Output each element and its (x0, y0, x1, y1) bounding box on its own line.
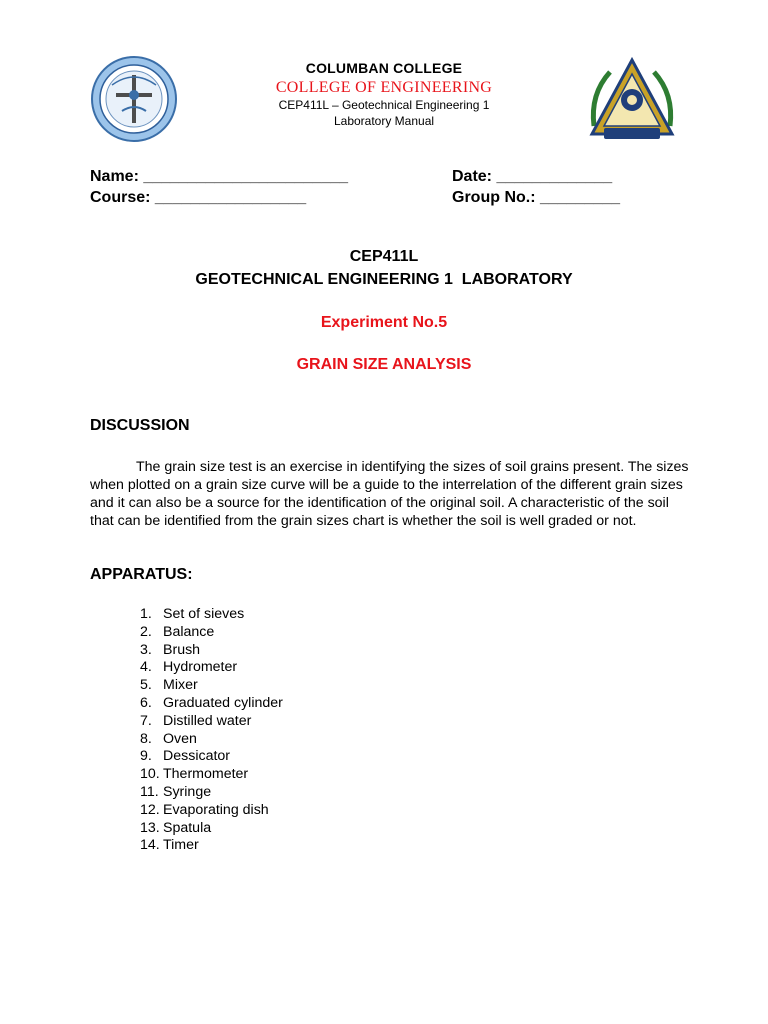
list-item-number: 2. (140, 623, 152, 640)
course-field[interactable]: Course: _________________ (90, 189, 307, 206)
experiment-number: Experiment No.5 (320, 314, 448, 331)
name-field[interactable]: Name: _______________________ (90, 168, 349, 185)
list-item-number: 4. (140, 659, 152, 676)
list-item (140, 606, 283, 624)
list-item-number: 11. (140, 783, 159, 800)
list-item (140, 748, 283, 766)
experiment-topic: GRAIN SIZE ANALYSIS (296, 356, 472, 373)
course-code: CEP411L (349, 248, 419, 265)
list-item (140, 677, 283, 695)
course-title: CEP411L – Geotechnical Engineering 1 (278, 98, 490, 112)
group-number-field[interactable]: Group No.: _________ (452, 189, 621, 206)
list-item-label: Syringe (163, 783, 212, 800)
list-item-number: 13. (140, 819, 160, 836)
list-item-label: Balance (163, 623, 215, 640)
list-item-label: Thermometer (163, 766, 249, 783)
list-item (140, 642, 283, 660)
list-item (140, 695, 283, 713)
lab-title: GEOTECHNICAL ENGINEERING 1 LABORATORY (195, 271, 573, 288)
date-field[interactable]: Date: _____________ (452, 168, 613, 185)
list-item (140, 837, 283, 855)
list-item-label: Hydrometer (163, 659, 238, 676)
list-item (140, 731, 283, 749)
list-item (140, 659, 283, 677)
institution-name: COLUMBAN COLLEGE (305, 60, 463, 76)
list-item-label: Graduated cylinder (163, 694, 283, 711)
list-item-label: Brush (163, 641, 201, 658)
list-item-label: Spatula (163, 819, 212, 836)
list-item-label: Dessicator (163, 748, 231, 765)
list-item-label: Distilled water (163, 712, 252, 729)
list-item-label: Evaporating dish (163, 801, 269, 818)
list-item-number: 9. (140, 748, 152, 765)
list-item-number: 1. (140, 606, 152, 622)
list-item-label: Mixer (163, 677, 198, 694)
list-item-number: 5. (140, 677, 152, 694)
list-item-number: 8. (140, 730, 152, 747)
list-item-label: Oven (163, 730, 197, 747)
discussion-paragraph (90, 458, 690, 530)
list-item-number: 6. (140, 694, 152, 711)
college-name: COLLEGE OF ENGINEERING (275, 79, 493, 96)
list-item-number: 12. (140, 801, 160, 818)
list-item-number: 3. (140, 641, 152, 658)
list-item-number: 14. (140, 837, 160, 854)
list-item (140, 820, 283, 838)
list-item-label: Timer (163, 837, 199, 854)
list-item-label: Set of sieves (163, 606, 245, 622)
manual-label: Laboratory Manual (333, 114, 435, 128)
list-item (140, 784, 283, 802)
apparatus-list (140, 606, 283, 855)
apparatus-heading: APPARATUS: (90, 566, 193, 583)
list-item-number: 7. (140, 712, 152, 729)
discussion-heading: DISCUSSION (90, 417, 190, 434)
discussion-text: The grain size test is an exercise in identifying the sizes of soil grains present. The sizes when plotted on a grain size curve will be a guide to the interrelation of the different grain sizes and it can also be a source for the identification of the original soil. A characteristic of the soil that can be identified from the grain sizes chart is whether the soil is well graded or not. (90, 459, 689, 529)
list-item (140, 802, 283, 820)
list-item (140, 713, 283, 731)
list-item (140, 624, 283, 642)
list-item-number: 10. (140, 766, 160, 783)
list-item (140, 766, 283, 784)
